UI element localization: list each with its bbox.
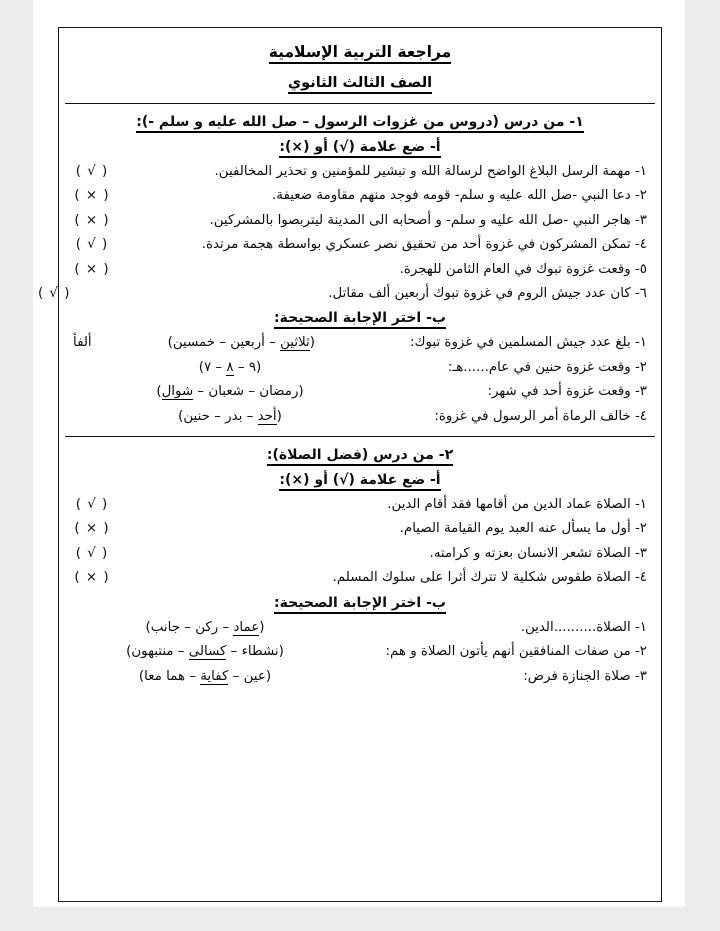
true-false-heading	[73, 139, 647, 155]
true-false-item	[73, 262, 647, 277]
true-false-heading-text: أ- ضع علامة (√) أو (×):	[279, 472, 440, 491]
multiple-choice-stem: ٤- خالف الرماة أمر الرسول في غزوة:	[434, 408, 647, 424]
divider-between-sections	[65, 436, 655, 437]
multiple-choice-stem: ١- بلغ عدد جيش المسلمين في غزوة تبوك:	[409, 335, 647, 351]
multiple-choice-option[interactable]: أربعين	[230, 335, 265, 351]
multiple-choice-option[interactable]: نشطاء	[241, 644, 279, 660]
true-false-statement: ٢- دعا النبي -صل الله عليه و سلم- قومه فوجد منهم مقاومة ضعيفة.	[272, 188, 647, 204]
multiple-choice-item	[73, 620, 647, 635]
multiple-choice-selected-option[interactable]: ٨	[226, 359, 234, 375]
multiple-choice-option[interactable]: شعبان	[208, 384, 245, 400]
true-false-item	[73, 213, 647, 228]
true-false-answer-mark[interactable]: ( √ )	[75, 164, 109, 179]
multiple-choice-options: (عين – كفاية – هما معا)	[138, 668, 272, 684]
multiple-choice-selected-option[interactable]: كفاية	[200, 668, 229, 684]
true-false-answer-mark[interactable]: ( × )	[74, 212, 110, 228]
multiple-choice-item	[73, 669, 647, 684]
multiple-choice-option[interactable]: خمسين	[172, 335, 216, 351]
multiple-choice-options: (رمضان – شعبان – شوال)	[156, 384, 304, 400]
multiple-choice-options: (أحد – بدر – حنين)	[178, 408, 282, 424]
true-false-statement: ٤- تمكن المشركون في غزوة أحد من تحقيق نصر عسكري بواسطة هجمة مرتدة.	[201, 237, 647, 253]
multiple-choice-list	[73, 620, 647, 684]
true-false-answer-mark[interactable]: ( √ )	[75, 545, 109, 561]
multiple-choice-option[interactable]: منتبهون	[131, 644, 174, 660]
multiple-choice-stem: ٢- وقعت غزوة حنين في عام......هـ:	[447, 359, 647, 375]
section-heading-text: ٢- من درس (فضل الصلاة):	[267, 447, 453, 466]
true-false-item	[73, 188, 647, 203]
true-false-item	[73, 570, 647, 585]
multiple-choice-selected-option[interactable]: عماد	[233, 619, 260, 635]
true-false-statement: ٢- أول ما يسأل عنه العبد يوم القيامة الصيام.	[399, 521, 647, 537]
page-title	[73, 43, 647, 61]
true-false-heading-text: أ- ضع علامة (√) أو (×):	[279, 139, 440, 158]
multiple-choice-list	[73, 335, 647, 424]
page-subtitle	[73, 75, 647, 91]
true-false-heading	[73, 472, 647, 488]
multiple-choice-options: (عماد – ركن – جانب)	[145, 619, 265, 635]
multiple-choice-heading	[73, 595, 647, 611]
multiple-choice-item	[73, 335, 647, 350]
page-gutter-right	[685, 0, 720, 931]
multiple-choice-stem: ٢- من صفات المنافقين أنهم يأتون الصلاة و هم:	[385, 644, 647, 660]
multiple-choice-heading-text: ب- اختر الإجابة الصحيحة:	[274, 310, 446, 329]
multiple-choice-selected-option[interactable]: شوال	[161, 384, 194, 400]
true-false-answer-mark[interactable]: ( √ )	[75, 237, 109, 253]
worksheet-sheet	[37, 27, 662, 902]
true-false-answer-mark[interactable]: ( × )	[74, 570, 110, 586]
true-false-answer-mark[interactable]: ( × )	[74, 521, 110, 537]
multiple-choice-options: (٩ – ٨ – ٧)	[198, 359, 262, 375]
worksheet-body	[37, 28, 661, 684]
multiple-choice-option[interactable]: هما معا	[144, 668, 186, 684]
true-false-item	[73, 164, 647, 179]
multiple-choice-item	[73, 409, 647, 424]
multiple-choice-option[interactable]: رمضان	[259, 384, 299, 400]
true-false-statement: ٤- الصلاة طقوس شكلية لا تترك أثرا على سلوك المسلم.	[332, 570, 647, 586]
true-false-answer-mark[interactable]: ( × )	[74, 188, 110, 204]
true-false-list	[37, 164, 647, 302]
true-false-statement: ٣- هاجر النبي -صل الله عليه و سلم- و أصحابه الى المدينة ليتربصوا بالمشركين.	[209, 212, 647, 228]
multiple-choice-selected-option[interactable]: ثلاثين	[280, 335, 310, 351]
multiple-choice-option[interactable]: جانب	[150, 619, 180, 635]
multiple-choice-stem: ٣- وقعت غزوة أحد في شهر:	[487, 384, 647, 400]
multiple-choice-selected-option[interactable]: كسالى	[188, 644, 227, 660]
divider-under-header	[65, 103, 655, 104]
multiple-choice-heading-text: ب- اختر الإجابة الصحيحة:	[274, 595, 446, 614]
multiple-choice-option[interactable]: ركن	[195, 619, 219, 635]
true-false-statement: ٦- كان عدد جيش الروم في غزوة تبوك أربعين ألف مقاتل.	[328, 286, 647, 302]
multiple-choice-option[interactable]: حنين	[183, 408, 210, 424]
multiple-choice-options: (نشطاء – كسالى – منتبهون)	[126, 644, 284, 660]
multiple-choice-item	[73, 360, 647, 375]
true-false-item	[73, 521, 647, 536]
page-gutter-left	[0, 0, 33, 931]
page-title-text: مراجعة التربية الإسلامية	[269, 43, 452, 64]
true-false-item	[73, 497, 647, 512]
multiple-choice-option[interactable]: بدر	[225, 408, 243, 424]
sections-container	[37, 114, 647, 684]
section-heading	[73, 114, 647, 130]
true-false-answer-mark[interactable]: ( √ )	[37, 286, 71, 302]
true-false-statement: ١- الصلاة عماد الدين من أقامها فقد أقام الدين.	[387, 497, 647, 513]
true-false-answer-mark[interactable]: ( × )	[74, 261, 110, 277]
multiple-choice-options: (ثلاثين – أربعين – خمسين)	[167, 335, 316, 351]
multiple-choice-heading	[73, 310, 647, 326]
true-false-item	[73, 237, 647, 252]
multiple-choice-stem: ١- الصلاة..........الدين.	[520, 619, 647, 635]
section-heading	[73, 447, 647, 463]
multiple-choice-option[interactable]: ٧	[203, 359, 212, 375]
true-false-statement: ١- مهمة الرسل البلاغ الواضح لرسالة الله و تبشير للمؤمنين و تحذير المخالفين.	[214, 164, 647, 179]
true-false-list	[73, 497, 647, 586]
multiple-choice-item	[73, 384, 647, 399]
multiple-choice-stem: ٣- صلاة الجنازة فرض:	[523, 668, 647, 684]
multiple-choice-item	[73, 644, 647, 659]
true-false-item	[73, 546, 647, 561]
multiple-choice-option[interactable]: ٩	[248, 359, 257, 375]
section-heading-text: ١- من درس (دروس من غزوات الرسول – صل الله عليه و سلم -):	[136, 114, 584, 133]
multiple-choice-tail: ألفأ	[73, 335, 92, 351]
page-gutter-bottom	[0, 907, 720, 931]
multiple-choice-selected-option[interactable]: أحد	[257, 408, 277, 424]
page-subtitle-text: الصف الثالث الثانوي	[288, 75, 432, 94]
multiple-choice-option[interactable]: عين	[243, 668, 266, 684]
true-false-item	[37, 286, 647, 302]
true-false-statement: ٣- الصلاة تشعر الانسان بعزته و كرامته.	[429, 545, 647, 561]
true-false-statement: ٥- وقعت غزوة تبوك في العام الثامن للهجرة.	[399, 261, 647, 277]
true-false-answer-mark[interactable]: ( √ )	[75, 497, 109, 513]
